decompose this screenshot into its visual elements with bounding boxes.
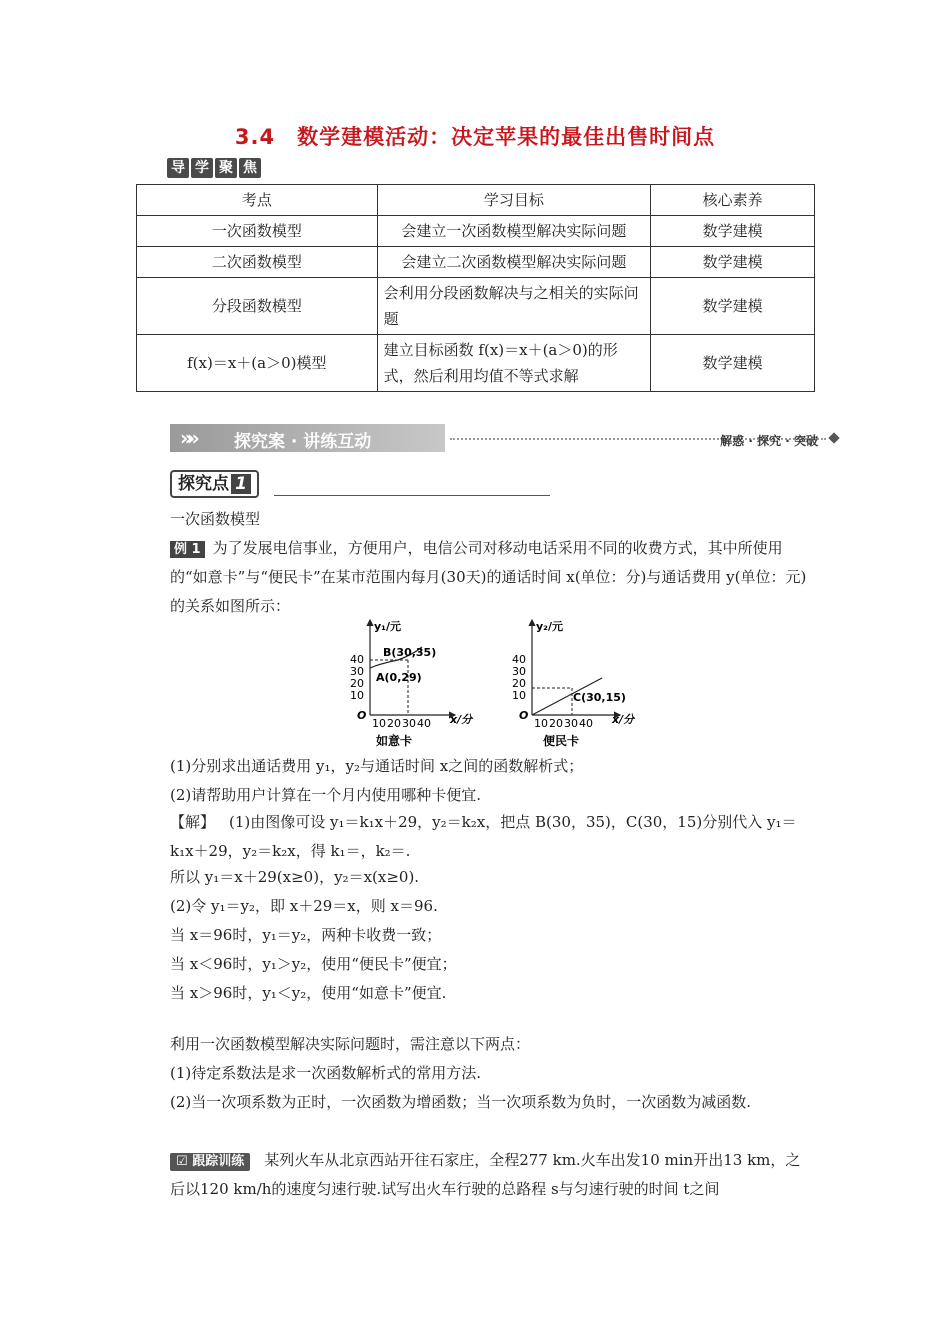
section-tag <box>167 158 261 178</box>
x-tick: 40 <box>417 717 431 730</box>
solution-label: 【解】 <box>170 813 216 831</box>
y-axis-label: y₁/元 <box>374 620 402 633</box>
y-tick: 10 <box>512 689 526 702</box>
graph-ruyi-card <box>350 619 474 748</box>
tracking-label <box>170 1153 250 1171</box>
fee-graphs <box>340 615 640 751</box>
checklist-icon: ☑ <box>176 1154 193 1169</box>
solution-line: 所以 y₁＝x＋29(x≥0)，y₂＝x(x≥0). <box>170 868 420 886</box>
y-tick: 20 <box>512 677 526 690</box>
solution-line: (2)令 y₁＝y₂，即 x＋29＝x，则 x＝96. <box>170 897 438 915</box>
tracking-label-text: 跟踪训练 <box>192 1154 245 1169</box>
x-axis-label: x/分 <box>612 713 635 726</box>
question-1: (1)分别求出通话费用 y₁，y₂与通话时间 x之间的函数解析式； <box>170 757 584 775</box>
solution-line: (1)由图像可设 y₁＝k₁x＋29，y₂＝k₂x，把点 B(30，35)，C(30，15)分别代入 y₁＝k₁x＋29，y₂＝k₂x，得 k₁＝，k₂＝. <box>170 813 797 860</box>
solution-line: 当 x＞96时，y₁＜y₂，使用“如意卡”便宜. <box>170 984 447 1002</box>
table-cell: 数学建模 <box>651 247 815 278</box>
table-header: 学习目标 <box>377 185 651 216</box>
table-row <box>137 216 815 247</box>
table-header-row <box>137 185 815 216</box>
graph-caption: 便民卡 <box>543 734 580 748</box>
graph-caption: 如意卡 <box>376 734 413 748</box>
y-tick: 20 <box>350 677 364 690</box>
tag-char: 聚 <box>215 158 237 178</box>
y-tick: 30 <box>350 665 364 678</box>
page-title: 3.4 数学建模活动：决定苹果的最佳出售时间点 <box>234 125 716 149</box>
table-cell: 数学建模 <box>651 216 815 247</box>
table-cell: 建立目标函数 f(x)＝x＋(a＞0)的形式，然后利用均值不等式求解 <box>377 335 651 392</box>
y-axis-label: y₂/元 <box>536 620 564 633</box>
solution-line: 当 x＝96时，y₁＝y₂，两种卡收费一致； <box>170 926 442 944</box>
table-row <box>137 278 815 335</box>
tag-char: 导 <box>167 158 189 178</box>
table-cell: 数学建模 <box>651 335 815 392</box>
table-cell: 会建立二次函数模型解决实际问题 <box>377 247 651 278</box>
y-tick: 10 <box>350 689 364 702</box>
x-axis-label: x/分 <box>450 713 473 726</box>
explore-point-heading <box>170 470 550 496</box>
table-row <box>137 247 815 278</box>
solution-block <box>170 808 815 866</box>
table-cell: f(x)＝x＋(a＞0)模型 <box>137 335 378 392</box>
learning-goals-table <box>136 184 815 392</box>
explore-point-label <box>170 470 259 498</box>
note-line: (1)待定系数法是求一次函数解析式的常用方法. <box>170 1064 482 1082</box>
x-tick: 30 <box>402 717 416 730</box>
topic-heading: 一次函数模型 <box>170 510 261 528</box>
graph-bianmin-card <box>512 619 636 748</box>
explore-point-text: 探究点 <box>178 474 229 494</box>
double-chevron-icon: »» <box>180 426 194 450</box>
table-header: 考点 <box>137 185 378 216</box>
origin-label: O <box>519 709 529 722</box>
note-line: 利用一次函数模型解决实际问题时，需注意以下两点： <box>170 1035 531 1053</box>
explore-point-number: 1 <box>231 474 251 494</box>
origin-label: O <box>357 709 367 722</box>
x-tick: 10 <box>534 717 548 730</box>
example-label: 例 1 <box>170 541 205 558</box>
section-banner <box>170 424 840 454</box>
point-c-label: C(30,15) <box>573 691 626 704</box>
example-text: 为了发展电信事业，方便用户，电信公司对移动电话采用不同的收费方式，其中所使用的“如意卡”与“便民卡”在某市范围内每月(30天)的通话时间 x(单位：分)与通话费用 y(单位：元)的关系如图所示： <box>170 539 807 615</box>
solution-line: 当 x＜96时，y₁＞y₂，使用“便民卡”便宜； <box>170 955 457 973</box>
banner-subtitle: 解惑 · 探究 · 突破 <box>720 434 818 448</box>
x-tick: 40 <box>579 717 593 730</box>
question-2: (2)请帮助用户计算在一个月内使用哪种卡便宜. <box>170 786 482 804</box>
x-tick: 30 <box>564 717 578 730</box>
y-tick: 40 <box>512 653 526 666</box>
x-tick: 20 <box>549 717 563 730</box>
x-tick: 20 <box>387 717 401 730</box>
tag-char: 焦 <box>239 158 261 178</box>
table-cell: 一次函数模型 <box>137 216 378 247</box>
diamond-icon <box>828 432 839 443</box>
table-cell: 会建立一次函数模型解决实际问题 <box>377 216 651 247</box>
point-b-label: B(30,35) <box>383 646 437 659</box>
banner-title: 探究案 · 讲练互动 <box>234 432 372 452</box>
point-a-label: A(0,29) <box>376 671 422 684</box>
table-cell: 二次函数模型 <box>137 247 378 278</box>
banner-bar <box>170 424 445 452</box>
y-tick: 40 <box>350 653 364 666</box>
tag-char: 学 <box>191 158 213 178</box>
heading-underline <box>274 495 550 496</box>
table-header: 核心素养 <box>651 185 815 216</box>
example-block <box>170 534 815 621</box>
table-cell: 会利用分段函数解决与之相关的实际问题 <box>377 278 651 335</box>
table-cell: 数学建模 <box>651 278 815 335</box>
x-tick: 10 <box>372 717 386 730</box>
table-cell: 分段函数模型 <box>137 278 378 335</box>
tracking-block <box>170 1146 815 1204</box>
table-row <box>137 335 815 392</box>
y-tick: 30 <box>512 665 526 678</box>
tracking-text: 某列火车从北京西站开往石家庄，全程277 km.火车出发10 min开出13 km，之后以120 km/h的速度匀速行驶.试写出火车行驶的总路程 s与匀速行驶的时间 t之间 <box>170 1151 801 1198</box>
note-line: (2)当一次项系数为正时，一次函数为增函数；当一次项系数为负时，一次函数为减函数. <box>170 1093 752 1111</box>
